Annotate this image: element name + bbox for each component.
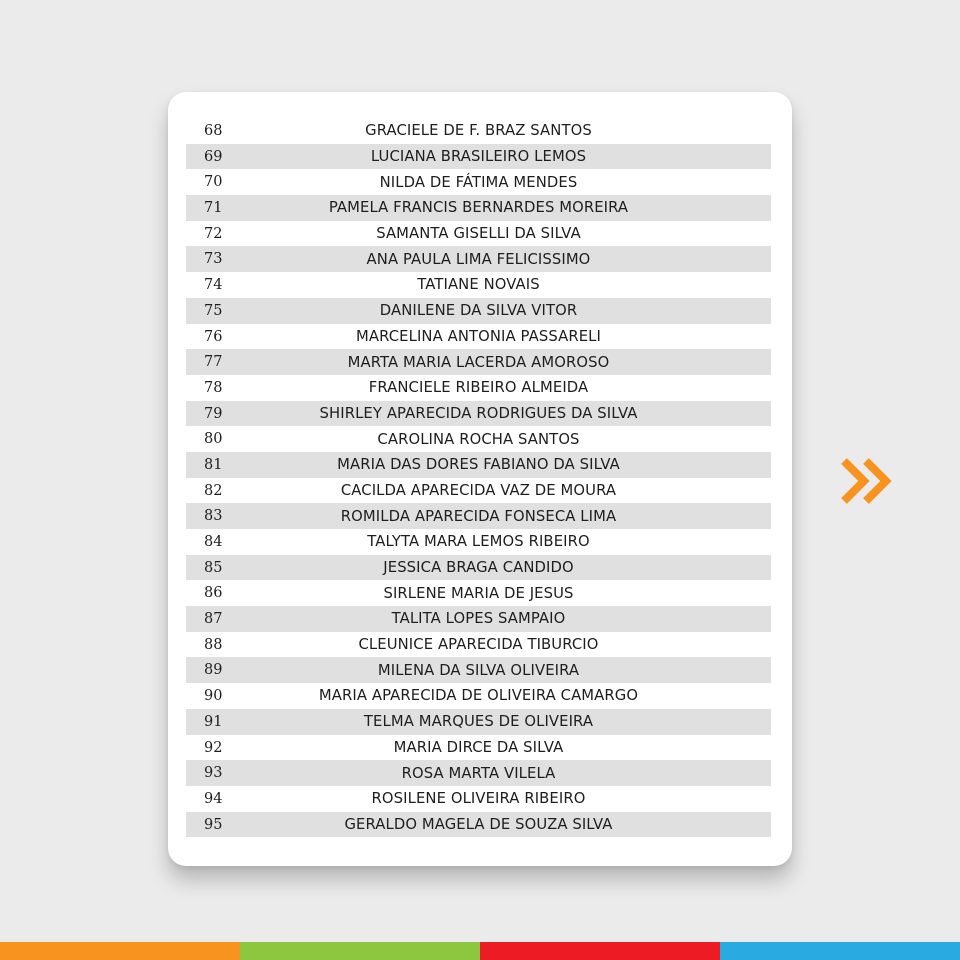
list-item-name: ROMILDA APARECIDA FONSECA LIMA (340, 507, 617, 525)
list-item-number: 88 (204, 636, 223, 653)
list-item-number: 94 (204, 790, 223, 807)
list-item-name: TALITA LOPES SAMPAIO (391, 610, 566, 628)
list-item-number: 95 (204, 816, 223, 833)
list-item (186, 760, 771, 786)
list-item-name: TELMA MARQUES DE OLIVEIRA (363, 713, 594, 731)
list-item (186, 683, 771, 709)
list-item (186, 298, 771, 324)
list-item-name: CAROLINA ROCHA SANTOS (377, 430, 580, 448)
list-item (186, 657, 771, 683)
list-item-number: 71 (204, 200, 223, 217)
list-item-name: CLEUNICE APARECIDA TIBURCIO (358, 636, 599, 654)
list-item-name: MARIA APARECIDA DE OLIVEIRA CAMARGO (318, 687, 639, 705)
list-item (186, 246, 771, 272)
list-item (186, 478, 771, 504)
list-item-name: SIRLENE MARIA DE JESUS (383, 584, 574, 602)
double-chevron-right-icon[interactable] (838, 455, 898, 507)
list-item (186, 529, 771, 555)
list-item-number: 93 (204, 765, 223, 782)
list-item-name: ANA PAULA LIMA FELICISSIMO (366, 250, 591, 268)
list-item (186, 606, 771, 632)
list-item-number: 68 (204, 123, 223, 139)
list-item-number: 92 (204, 739, 223, 756)
list-item-name: DANILENE DA SILVA VITOR (379, 302, 578, 320)
names-list (186, 118, 771, 837)
list-item (186, 426, 771, 452)
list-item-number: 78 (204, 379, 223, 396)
list-item-name: GRACIELE DE F. BRAZ SANTOS (365, 122, 592, 140)
list-item (186, 144, 771, 170)
list-item (186, 632, 771, 658)
list-item-name: TATIANE NOVAIS (417, 276, 540, 294)
list-item-name: MARIA DIRCE DA SILVA (393, 738, 564, 756)
color-stripe-segment (720, 942, 960, 960)
list-item (186, 580, 771, 606)
list-item (186, 195, 771, 221)
list-item (186, 709, 771, 735)
list-item-number: 77 (204, 354, 223, 371)
list-item-name: JESSICA BRAGA CANDIDO (383, 559, 574, 577)
list-item-name: NILDA DE FÁTIMA MENDES (379, 173, 578, 191)
names-card (168, 92, 792, 866)
list-item-number: 75 (204, 302, 223, 319)
list-item-number: 70 (204, 174, 223, 191)
list-item-name: TALYTA MARA LEMOS RIBEIRO (367, 533, 590, 551)
list-item-number: 89 (204, 662, 223, 679)
list-item (186, 786, 771, 812)
list-item (186, 401, 771, 427)
list-item (186, 324, 771, 350)
list-item-name: LUCIANA BRASILEIRO LEMOS (370, 148, 587, 166)
list-item-number: 90 (204, 688, 223, 705)
list-item-number: 85 (204, 559, 223, 576)
list-item-name: ROSILENE OLIVEIRA RIBEIRO (371, 790, 586, 808)
list-item (186, 812, 771, 838)
list-item-name: PAMELA FRANCIS BERNARDES MOREIRA (328, 199, 629, 217)
list-item (186, 169, 771, 195)
list-item (186, 349, 771, 375)
list-item (186, 735, 771, 761)
list-item-name: SHIRLEY APARECIDA RODRIGUES DA SILVA (319, 404, 638, 422)
list-item-number: 69 (204, 148, 223, 165)
color-stripe (0, 942, 960, 960)
list-item-number: 81 (204, 456, 223, 473)
list-item-name: FRANCIELE RIBEIRO ALMEIDA (368, 379, 589, 397)
list-item-number: 83 (204, 508, 223, 525)
list-item-name: MARCELINA ANTONIA PASSARELI (356, 327, 601, 345)
color-stripe-segment (240, 942, 480, 960)
list-item (186, 503, 771, 529)
list-item-number: 80 (204, 431, 223, 448)
list-item-name: CACILDA APARECIDA VAZ DE MOURA (340, 481, 617, 499)
list-item-name: MILENA DA SILVA OLIVEIRA (377, 661, 580, 679)
list-item-number: 87 (204, 611, 223, 628)
chevron-1 (844, 461, 864, 501)
list-item (186, 555, 771, 581)
list-item-number: 73 (204, 251, 223, 268)
list-item-name: GERALDO MAGELA DE SOUZA SILVA (344, 815, 613, 833)
list-item-number: 82 (204, 482, 223, 499)
list-item (186, 272, 771, 298)
list-item (186, 375, 771, 401)
list-item-number: 86 (204, 585, 223, 602)
list-item (186, 221, 771, 247)
list-item-name: ROSA MARTA VILELA (401, 764, 556, 782)
list-item-name: SAMANTA GISELLI DA SILVA (376, 225, 581, 243)
list-item-number: 74 (204, 277, 223, 294)
list-item-name: MARTA MARIA LACERDA AMOROSO (347, 353, 610, 371)
list-item (186, 118, 771, 144)
color-stripe-segment (0, 942, 240, 960)
list-item-number: 91 (204, 713, 223, 730)
color-stripe-segment (480, 942, 720, 960)
list-item (186, 452, 771, 478)
list-item-number: 84 (204, 534, 223, 550)
list-item-number: 76 (204, 328, 223, 345)
list-item-number: 72 (204, 225, 223, 242)
list-item-number: 79 (204, 405, 223, 422)
list-item-name: MARIA DAS DORES FABIANO DA SILVA (337, 456, 620, 474)
